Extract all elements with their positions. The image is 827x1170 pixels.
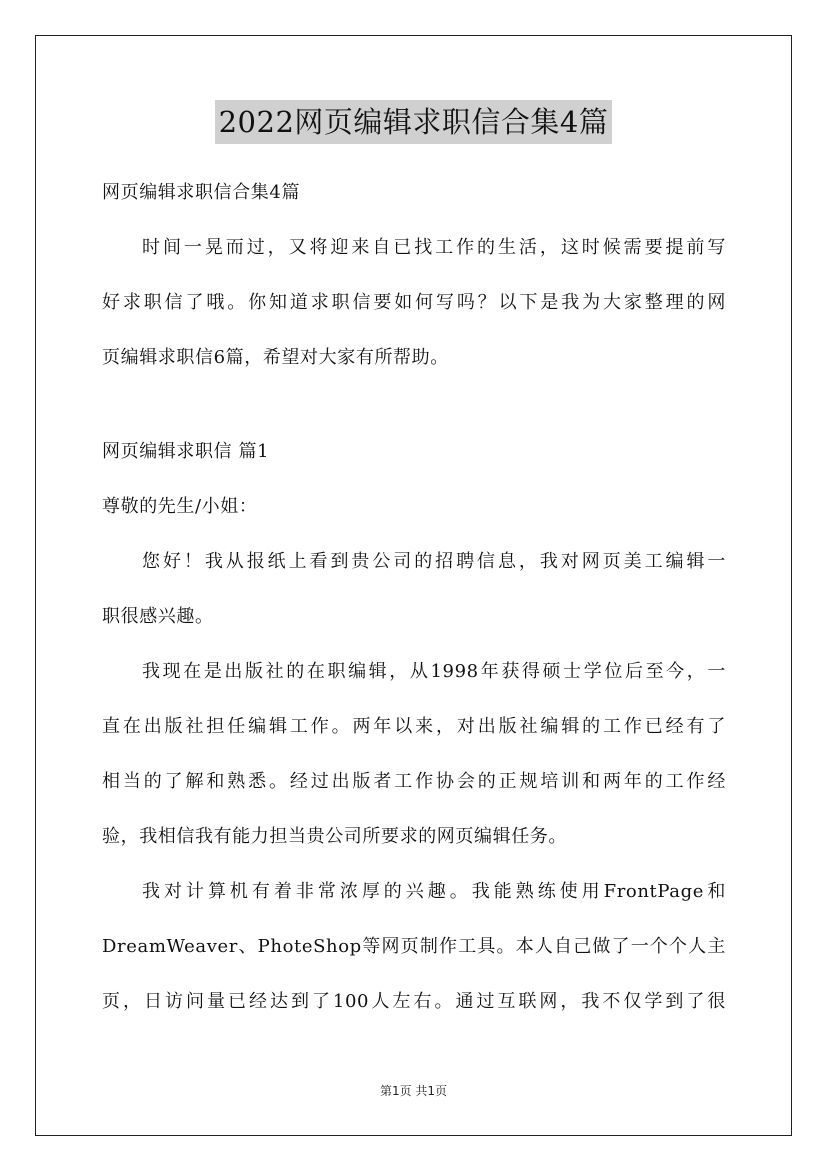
document-title-text: 2022网页编辑求职信合集4篇 (215, 100, 613, 144)
para3-line-2: DreamWeaver、PhoteShop等网页制作工具。本人自己做了一个个人主 (102, 936, 726, 957)
para1-line-2: 职很感兴趣。 (102, 606, 214, 627)
para2-line-4: 验，我相信我有能力担当贵公司所要求的网页编辑任务。 (102, 826, 567, 847)
intro-line-3: 页编辑求职信6篇，希望对大家有所帮助。 (102, 347, 449, 368)
salutation: 尊敬的先生/小姐： (102, 496, 258, 517)
section-heading: 网页编辑求职信 篇1 (102, 441, 270, 462)
para1-line-1: 您好！我从报纸上看到贵公司的招聘信息，我对网页美工编辑一 (142, 551, 726, 572)
document-title (0, 100, 827, 144)
para3-line-1: 我对计算机有着非常浓厚的兴趣。我能熟练使用FrontPage和 (142, 881, 726, 902)
para2-line-1: 我现在是出版社的在职编辑，从1998年获得硕士学位后至今，一 (142, 661, 726, 682)
para2-line-2: 直在出版社担任编辑工作。两年以来，对出版社编辑的工作已经有了 (102, 716, 726, 737)
intro-line-1: 时间一晃而过，又将迎来自已找工作的生活，这时候需要提前写 (142, 237, 726, 258)
document-subtitle: 网页编辑求职信合集4篇 (102, 182, 301, 203)
para3-line-3: 页，日访问量已经达到了100人左右。通过互联网，我不仅学到了很 (102, 991, 726, 1012)
page-footer: 第1页 共1页 (379, 1084, 448, 1098)
document-body (102, 174, 726, 1021)
para2-line-3: 相当的了解和熟悉。经过出版者工作协会的正规培训和两年的工作经 (102, 771, 726, 792)
intro-line-2: 好求职信了哦。你知道求职信要如何写吗？以下是我为大家整理的网 (102, 292, 726, 313)
